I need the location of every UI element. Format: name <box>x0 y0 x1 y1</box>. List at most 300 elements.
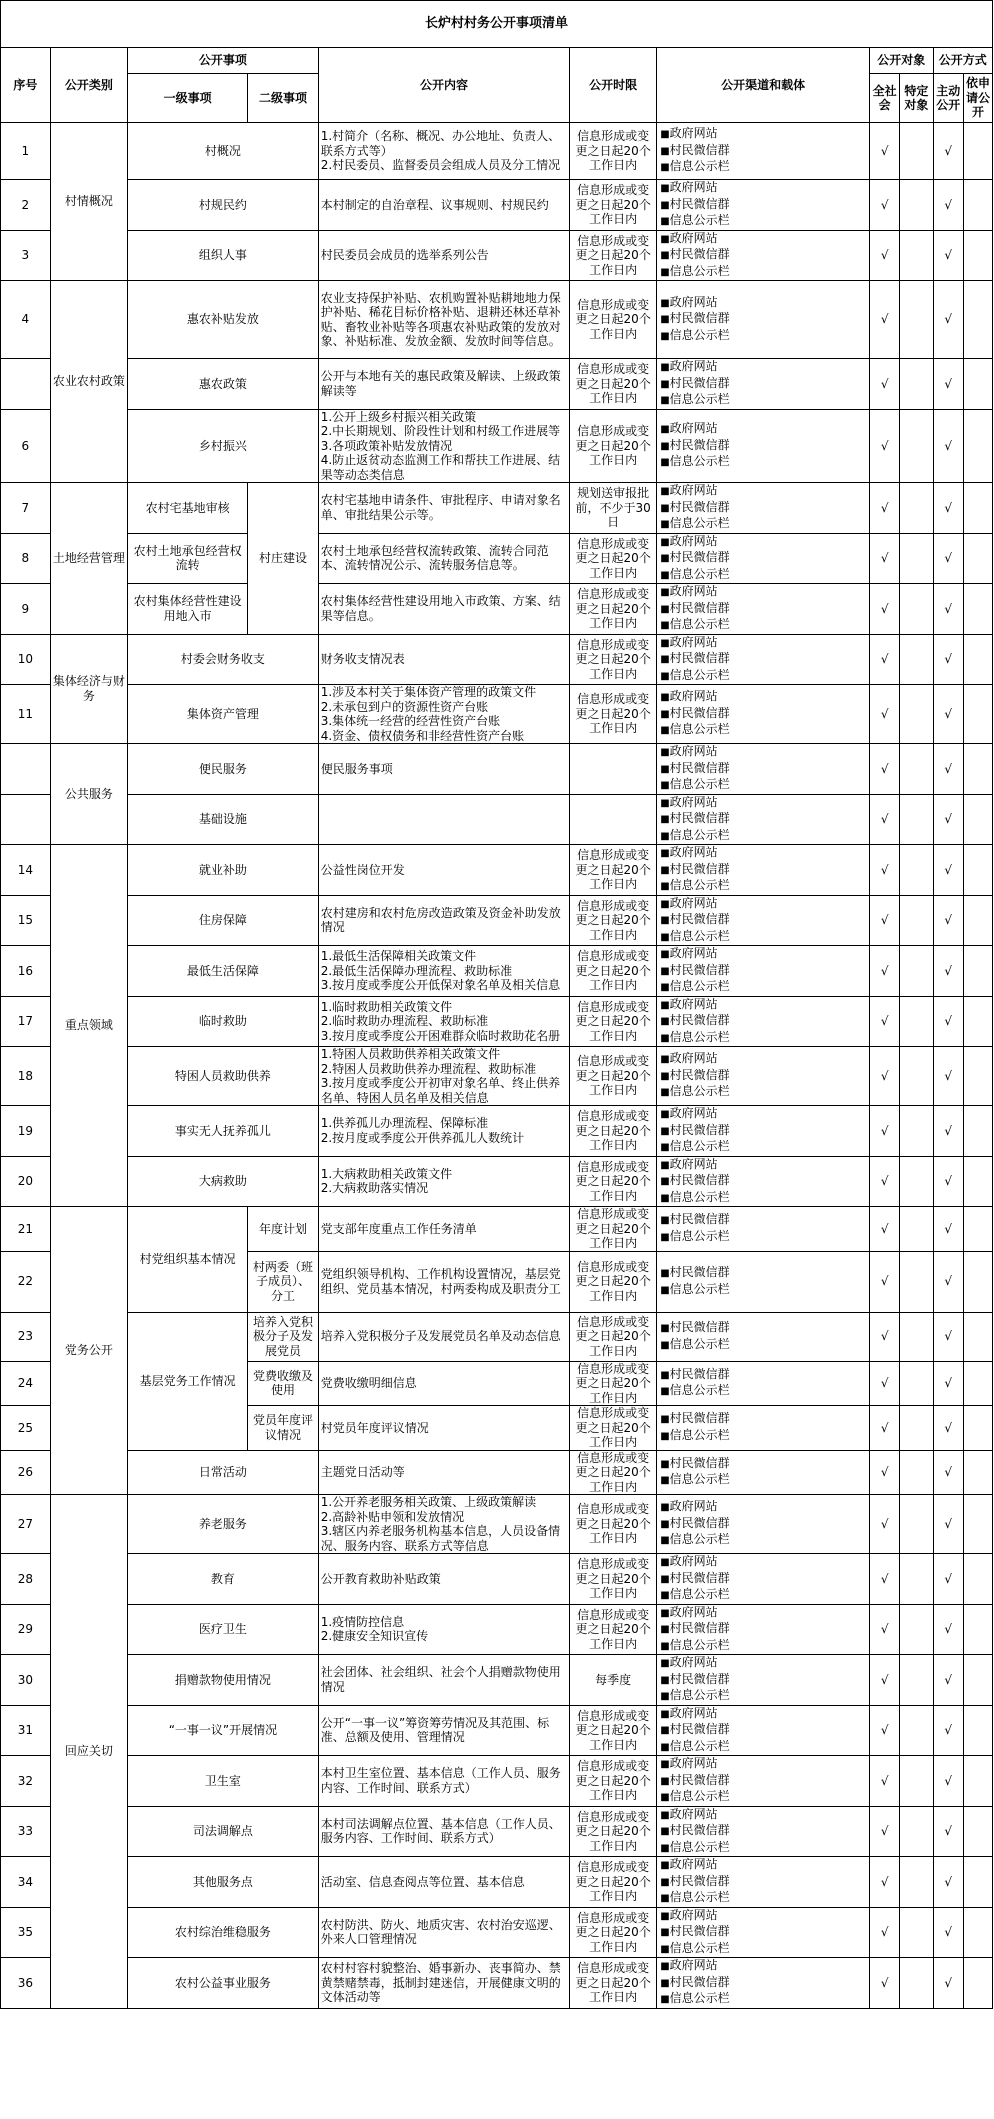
cell-channels <box>657 946 870 997</box>
channel-item: ■ 村民微信群 <box>660 811 867 828</box>
content-line: 1.大病救助相关政策文件 <box>320 1166 453 1181</box>
cell-level1: 村党组织基本情况 <box>128 1207 248 1313</box>
cell-proactive: √ <box>933 1554 963 1605</box>
cell-on-request <box>963 1705 992 1756</box>
content-line: 党费收缴明细信息 <box>320 1376 417 1390</box>
cell-level2: 年度计划 <box>248 1207 318 1252</box>
cell-channels <box>657 744 870 795</box>
content-line: 公开“一事一议”筹资筹劳情况及其范围、标准、总额及使用、管理情况 <box>320 1715 550 1745</box>
cell-specific <box>900 123 933 180</box>
cell-whole-society: √ <box>869 1806 899 1857</box>
cell-proactive: √ <box>933 845 963 896</box>
cell-seq: 3 <box>1 230 51 281</box>
cell-period: 信息形成或变更之日起20个工作日内 <box>570 1495 657 1554</box>
channel-item: ■ 村民微信群 <box>660 761 867 778</box>
cell-content <box>318 1495 569 1554</box>
cell-content <box>318 794 569 845</box>
content-line: 2.按月度或季度公开供养孤儿人数统计 <box>320 1130 525 1145</box>
channel-item: ■ 政府网站 <box>660 1499 867 1516</box>
channel-item: ■ 政府网站 <box>660 1655 867 1672</box>
table-row <box>1 409 993 483</box>
header-whole-society: 全社会 <box>869 74 899 123</box>
channel-item: ■ 村民微信群 <box>660 1975 867 1992</box>
channel-item: ■ 信息公示栏 <box>660 1991 867 2008</box>
cell-whole-society: √ <box>869 685 899 744</box>
cell-period: 信息形成或变更之日起20个工作日内 <box>570 1604 657 1655</box>
cell-whole-society: √ <box>869 1047 899 1106</box>
cell-proactive: √ <box>933 1857 963 1908</box>
cell-whole-society: √ <box>869 1907 899 1958</box>
cell-period: 信息形成或变更之日起20个工作日内 <box>570 1361 657 1406</box>
channel-item: ■ 村民微信群 <box>660 1722 867 1739</box>
cell-specific <box>900 1406 933 1451</box>
cell-level1: 基层党务工作情况 <box>128 1312 248 1450</box>
content-line: 农村宅基地申请条件、审批程序、申请对象名单、审批结果公示等。 <box>320 493 561 522</box>
cell-specific <box>900 946 933 997</box>
cell-seq: 27 <box>1 1495 51 1554</box>
cell-period <box>570 794 657 845</box>
cell-content <box>318 1156 569 1207</box>
cell-channels <box>657 1047 870 1106</box>
channel-item: ■ 村民微信群 <box>660 1411 867 1428</box>
table-row <box>1 1156 993 1207</box>
channel-item: ■ 信息公示栏 <box>660 1428 867 1445</box>
channel-item: ■ 信息公示栏 <box>660 1587 867 1604</box>
cell-content <box>318 1554 569 1605</box>
cell-channels <box>657 685 870 744</box>
cell-whole-society: √ <box>869 533 899 584</box>
content-line: 3.按月度或季度公开初审对象名单、终止供养名单、特困人员名单及相关信息 <box>320 1076 561 1105</box>
cell-channels <box>657 845 870 896</box>
cell-proactive: √ <box>933 634 963 685</box>
cell-channels <box>657 123 870 180</box>
cell-on-request <box>963 1106 992 1157</box>
cell-seq: 34 <box>1 1857 51 1908</box>
cell-seq: 16 <box>1 946 51 997</box>
cell-seq: 2 <box>1 180 51 231</box>
cell-channels <box>657 794 870 845</box>
cell-channels <box>657 1106 870 1157</box>
content-line: 农村集体经营性建设用地入市政策、方案、结果等信息。 <box>320 594 561 623</box>
cell-on-request <box>963 483 992 534</box>
cell-period: 信息形成或变更之日起20个工作日内 <box>570 123 657 180</box>
channel-item: ■ 信息公示栏 <box>660 878 867 895</box>
cell-whole-society: √ <box>869 483 899 534</box>
cell-seq: 26 <box>1 1450 51 1495</box>
channel-item: ■ 信息公示栏 <box>660 979 867 996</box>
table-row <box>1 1655 993 1706</box>
cell-content <box>318 1450 569 1495</box>
channel-item: ■ 信息公示栏 <box>660 1190 867 1207</box>
cell-specific <box>900 483 933 534</box>
cell-whole-society: √ <box>869 584 899 635</box>
channel-item: ■ 村民微信群 <box>660 1621 867 1638</box>
content-line: 1.供养孤儿办理流程、保障标准 <box>320 1116 489 1131</box>
channel-item: ■ 村民微信群 <box>660 1571 867 1588</box>
cell-period: 信息形成或变更之日起20个工作日内 <box>570 1756 657 1807</box>
table-row <box>1 1047 993 1106</box>
cell-specific <box>900 1495 933 1554</box>
channel-item: ■ 村民微信群 <box>660 706 867 723</box>
cell-content <box>318 409 569 483</box>
cell-proactive: √ <box>933 483 963 534</box>
cell-seq: 4 <box>1 281 51 359</box>
cell-content <box>318 1604 569 1655</box>
content-line: 3.按月度或季度公开低保对象名单及相关信息 <box>320 978 561 992</box>
cell-content <box>318 1907 569 1958</box>
table-row <box>1 533 993 584</box>
channel-item: ■ 政府网站 <box>660 1157 867 1174</box>
cell-content <box>318 1806 569 1857</box>
cell-seq: 6 <box>1 409 51 483</box>
table-row <box>1 744 993 795</box>
cell-level1: 惠农补贴发放 <box>128 281 319 359</box>
cell-period: 信息形成或变更之日起20个工作日内 <box>570 1312 657 1361</box>
cell-whole-society: √ <box>869 996 899 1047</box>
channel-item: ■ 村民微信群 <box>660 1068 867 1085</box>
table-row <box>1 1958 993 2009</box>
cell-on-request <box>963 1361 992 1406</box>
content-line: 3.集体统一经营的经营性资产台账 <box>320 714 501 728</box>
cell-channels <box>657 1958 870 2009</box>
channel-item: ■ 村民微信群 <box>660 1013 867 1030</box>
cell-level1: 日常活动 <box>128 1450 319 1495</box>
cell-on-request <box>963 1756 992 1807</box>
cell-seq: 21 <box>1 1207 51 1252</box>
cell-channels <box>657 533 870 584</box>
cell-on-request <box>963 946 992 997</box>
cell-on-request <box>963 1857 992 1908</box>
channel-item: ■ 政府网站 <box>660 1908 867 1925</box>
content-line: 公益性岗位开发 <box>320 862 405 877</box>
cell-period: 信息形成或变更之日起20个工作日内 <box>570 1106 657 1157</box>
cell-seq: 17 <box>1 996 51 1047</box>
cell-channels <box>657 1207 870 1252</box>
cell-proactive: √ <box>933 1604 963 1655</box>
cell-whole-society: √ <box>869 1251 899 1312</box>
content-line: 3.按月度或季度公开困难群众临时救助花名册 <box>320 1028 561 1043</box>
content-line: 社会团体、社会组织、社会个人捐赠款物使用情况 <box>320 1665 561 1694</box>
cell-whole-society: √ <box>869 1604 899 1655</box>
cell-level1: 就业补助 <box>128 845 319 896</box>
cell-period: 信息形成或变更之日起20个工作日内 <box>570 1251 657 1312</box>
content-line: 4.防止返贫动态监测工作和帮扶工作进展、结果等动态类信息 <box>320 453 561 482</box>
cell-period: 信息形成或变更之日起20个工作日内 <box>570 1156 657 1207</box>
cell-content <box>318 1047 569 1106</box>
cell-channels <box>657 996 870 1047</box>
cell-proactive: √ <box>933 1958 963 2009</box>
channel-item: ■ 村民微信群 <box>660 247 867 264</box>
table-row <box>1 1705 993 1756</box>
channel-item: ■ 村民微信群 <box>660 1320 867 1337</box>
cell-proactive: √ <box>933 794 963 845</box>
cell-content <box>318 895 569 946</box>
cell-channels <box>657 1806 870 1857</box>
cell-seq <box>1 794 51 845</box>
content-line: 培养入党积极分子及发展党员名单及动态信息 <box>320 1329 561 1344</box>
content-line: 3.辖区内养老服务机构基本信息，人员设备情况、服务内容、联系方式等信息 <box>320 1524 561 1553</box>
content-line: 2.临时救助办理流程、救助标准 <box>320 1014 489 1028</box>
channel-item: ■ 政府网站 <box>660 180 867 197</box>
cell-channels <box>657 1495 870 1554</box>
cell-proactive: √ <box>933 1655 963 1706</box>
cell-on-request <box>963 281 992 359</box>
cell-proactive: √ <box>933 533 963 584</box>
cell-on-request <box>963 744 992 795</box>
cell-channels <box>657 634 870 685</box>
cell-seq: 31 <box>1 1705 51 1756</box>
channel-item: ■ 政府网站 <box>660 1706 867 1723</box>
cell-seq <box>1 359 51 410</box>
cell-level1: 卫生室 <box>128 1756 319 1807</box>
cell-period: 信息形成或变更之日起20个工作日内 <box>570 1406 657 1451</box>
cell-content <box>318 359 569 410</box>
cell-seq: 32 <box>1 1756 51 1807</box>
channel-item: ■ 信息公示栏 <box>660 929 867 946</box>
cell-period: 信息形成或变更之日起20个工作日内 <box>570 845 657 896</box>
cell-proactive: √ <box>933 744 963 795</box>
channel-item: ■ 政府网站 <box>660 295 867 312</box>
cell-content <box>318 685 569 744</box>
channel-item: ■ 村民微信群 <box>660 1123 867 1140</box>
cell-seq: 25 <box>1 1406 51 1451</box>
content-line: 主题党日活动等 <box>320 1465 405 1479</box>
content-line: 1.最低生活保障相关政策文件 <box>320 949 477 963</box>
cell-level1: 村概况 <box>128 123 319 180</box>
cell-proactive: √ <box>933 1251 963 1312</box>
channel-item: ■ 信息公示栏 <box>660 1739 867 1756</box>
cell-on-request <box>963 1207 992 1252</box>
channel-item: ■ 政府网站 <box>660 1554 867 1571</box>
cell-category: 农业农村政策 <box>50 281 127 483</box>
content-line: 2.大病救助落实情况 <box>320 1181 429 1196</box>
cell-specific <box>900 996 933 1047</box>
channel-item: ■ 政府网站 <box>660 1857 867 1874</box>
cell-seq: 8 <box>1 533 51 584</box>
channel-item: ■ 政府网站 <box>660 946 867 963</box>
cell-seq: 18 <box>1 1047 51 1106</box>
cell-content <box>318 744 569 795</box>
cell-period: 信息形成或变更之日起20个工作日内 <box>570 281 657 359</box>
cell-on-request <box>963 1251 992 1312</box>
cell-proactive: √ <box>933 1207 963 1252</box>
cell-level1: “一事一议”开展情况 <box>128 1705 319 1756</box>
cell-whole-society: √ <box>869 1312 899 1361</box>
channel-item: ■ 村民微信群 <box>660 1456 867 1473</box>
channel-item: ■ 信息公示栏 <box>660 264 867 281</box>
cell-level1: 农村宅基地审核 <box>128 483 248 534</box>
content-line: 党支部年度重点工作任务清单 <box>320 1221 477 1236</box>
channel-item: ■ 信息公示栏 <box>660 1688 867 1705</box>
channel-item: ■ 政府网站 <box>660 689 867 706</box>
cell-channels <box>657 1756 870 1807</box>
cell-seq: 22 <box>1 1251 51 1312</box>
cell-category: 公共服务 <box>50 744 127 845</box>
cell-on-request <box>963 1495 992 1554</box>
cell-period: 每季度 <box>570 1655 657 1706</box>
cell-whole-society: √ <box>869 123 899 180</box>
channel-item: ■ 信息公示栏 <box>660 1472 867 1489</box>
content-line: 1.疫情防控信息 <box>320 1614 405 1629</box>
cell-proactive: √ <box>933 1756 963 1807</box>
cell-seq: 30 <box>1 1655 51 1706</box>
table-row <box>1 895 993 946</box>
cell-on-request <box>963 1406 992 1451</box>
cell-period: 信息形成或变更之日起20个工作日内 <box>570 1857 657 1908</box>
channel-item: ■ 信息公示栏 <box>660 392 867 409</box>
cell-period: 信息形成或变更之日起20个工作日内 <box>570 230 657 281</box>
cell-period: 信息形成或变更之日起20个工作日内 <box>570 895 657 946</box>
cell-period: 信息形成或变更之日起20个工作日内 <box>570 685 657 744</box>
channel-item: ■ 村民微信群 <box>660 1173 867 1190</box>
cell-proactive: √ <box>933 996 963 1047</box>
channel-item: ■ 村民微信群 <box>660 311 867 328</box>
cell-specific <box>900 1655 933 1706</box>
cell-content <box>318 1361 569 1406</box>
cell-whole-society: √ <box>869 180 899 231</box>
content-line: 3.各项政策补贴发放情况 <box>320 438 453 453</box>
channel-item: ■ 政府网站 <box>660 534 867 551</box>
cell-specific <box>900 409 933 483</box>
cell-period: 信息形成或变更之日起20个工作日内 <box>570 533 657 584</box>
cell-content <box>318 230 569 281</box>
channel-item: ■ 村民微信群 <box>660 1823 867 1840</box>
header-level2: 二级事项 <box>248 74 318 123</box>
cell-whole-society: √ <box>869 1106 899 1157</box>
cell-level2: 培养入党积极分子及发展党员 <box>248 1312 318 1361</box>
cell-on-request <box>963 794 992 845</box>
channel-item: ■ 村民微信群 <box>660 862 867 879</box>
channel-item: ■ 村民微信群 <box>660 1212 867 1229</box>
cell-specific <box>900 533 933 584</box>
content-line: 村党员年度评议情况 <box>320 1420 429 1435</box>
cell-proactive: √ <box>933 359 963 410</box>
channel-item: ■ 信息公示栏 <box>660 1139 867 1156</box>
cell-seq: 15 <box>1 895 51 946</box>
cell-level1: 村规民约 <box>128 180 319 231</box>
cell-channels <box>657 1857 870 1908</box>
cell-period <box>570 744 657 795</box>
cell-content <box>318 281 569 359</box>
cell-specific <box>900 1857 933 1908</box>
cell-level1: 住房保障 <box>128 895 319 946</box>
content-line: 农村建房和农村危房改造政策及资金补助发放情况 <box>320 905 561 935</box>
channel-item: ■ 信息公示栏 <box>660 1383 867 1400</box>
cell-whole-society: √ <box>869 230 899 281</box>
table-row <box>1 281 993 359</box>
cell-whole-society: √ <box>869 845 899 896</box>
cell-period: 信息形成或变更之日起20个工作日内 <box>570 634 657 685</box>
channel-item: ■ 信息公示栏 <box>660 1282 867 1299</box>
cell-channels <box>657 1604 870 1655</box>
header-content: 公开内容 <box>318 48 569 123</box>
cell-channels <box>657 1554 870 1605</box>
cell-proactive: √ <box>933 409 963 483</box>
channel-item: ■ 信息公示栏 <box>660 516 867 533</box>
channel-item: ■ 政府网站 <box>660 1106 867 1123</box>
cell-channels <box>657 1406 870 1451</box>
content-line: 农村土地承包经营权流转政策、流转合同范本、流转情况公示、流转服务信息等。 <box>320 543 549 573</box>
content-line: 2.未承包到户的资源性资产台账 <box>320 699 489 714</box>
channel-item: ■ 信息公示栏 <box>660 1840 867 1857</box>
cell-specific <box>900 230 933 281</box>
header-period: 公开时限 <box>570 48 657 123</box>
cell-whole-society: √ <box>869 1857 899 1908</box>
cell-channels <box>657 180 870 231</box>
channel-item: ■ 政府网站 <box>660 744 867 761</box>
content-line: 财务收支情况表 <box>320 652 405 666</box>
cell-period: 信息形成或变更之日起20个工作日内 <box>570 1207 657 1252</box>
cell-level1: 其他服务点 <box>128 1857 319 1908</box>
cell-level2: 党员年度评议情况 <box>248 1406 318 1451</box>
header-target: 公开对象 <box>869 48 933 74</box>
content-line: 公开与本地有关的惠民政策及解读、上级政策解读等 <box>320 369 561 398</box>
cell-level1: 临时救助 <box>128 996 319 1047</box>
cell-specific <box>900 685 933 744</box>
channel-item: ■ 信息公示栏 <box>660 1337 867 1354</box>
cell-specific <box>900 1156 933 1207</box>
header-items: 公开事项 <box>128 48 319 74</box>
channel-item: ■ 政府网站 <box>660 1807 867 1824</box>
channel-item: ■ 村民微信群 <box>660 1367 867 1384</box>
table-row <box>1 845 993 896</box>
header-seq: 序号 <box>1 48 51 123</box>
cell-whole-society: √ <box>869 1655 899 1706</box>
content-line: 1.公开上级乡村振兴相关政策 <box>320 409 477 424</box>
header-specific: 特定对象 <box>900 74 933 123</box>
cell-seq: 11 <box>1 685 51 744</box>
channel-item: ■ 信息公示栏 <box>660 668 867 685</box>
content-line: 1.公开养老服务相关政策、上级政策解读 <box>320 1495 537 1509</box>
channel-item: ■ 村民微信群 <box>660 143 867 160</box>
channel-item: ■ 政府网站 <box>660 1756 867 1773</box>
table-row <box>1 1756 993 1807</box>
cell-specific <box>900 1106 933 1157</box>
cell-seq: 29 <box>1 1604 51 1655</box>
cell-on-request <box>963 409 992 483</box>
cell-level1: 基础设施 <box>128 794 319 845</box>
cell-level1: 农村土地承包经营权流转 <box>128 533 248 584</box>
cell-level1: 惠农政策 <box>128 359 319 410</box>
cell-on-request <box>963 1655 992 1706</box>
cell-channels <box>657 1156 870 1207</box>
content-line: 1.村简介（名称、概况、办公地址、负责人、联系方式等） <box>320 129 561 158</box>
cell-whole-society: √ <box>869 895 899 946</box>
table-row <box>1 1312 993 1361</box>
channel-item: ■ 信息公示栏 <box>660 159 867 176</box>
cell-proactive: √ <box>933 1450 963 1495</box>
channel-item: ■ 村民微信群 <box>660 376 867 393</box>
channel-item: ■ 信息公示栏 <box>660 1638 867 1655</box>
cell-level1: 农村公益事业服务 <box>128 1958 319 2009</box>
cell-on-request <box>963 1450 992 1495</box>
cell-specific <box>900 845 933 896</box>
table-row <box>1 1604 993 1655</box>
content-line: 1.临时救助相关政策文件 <box>320 999 453 1014</box>
table-body <box>1 1 993 2009</box>
cell-specific <box>900 1907 933 1958</box>
cell-seq: 35 <box>1 1907 51 1958</box>
content-line: 2.特困人员救助供养办理流程、救助标准 <box>320 1061 537 1076</box>
cell-proactive: √ <box>933 895 963 946</box>
cell-channels <box>657 1907 870 1958</box>
cell-proactive: √ <box>933 1156 963 1207</box>
channel-item: ■ 村民微信群 <box>660 197 867 214</box>
cell-on-request <box>963 1156 992 1207</box>
channel-item: ■ 信息公示栏 <box>660 617 867 634</box>
header-on-request: 依申请公开 <box>963 74 992 123</box>
cell-channels <box>657 584 870 635</box>
